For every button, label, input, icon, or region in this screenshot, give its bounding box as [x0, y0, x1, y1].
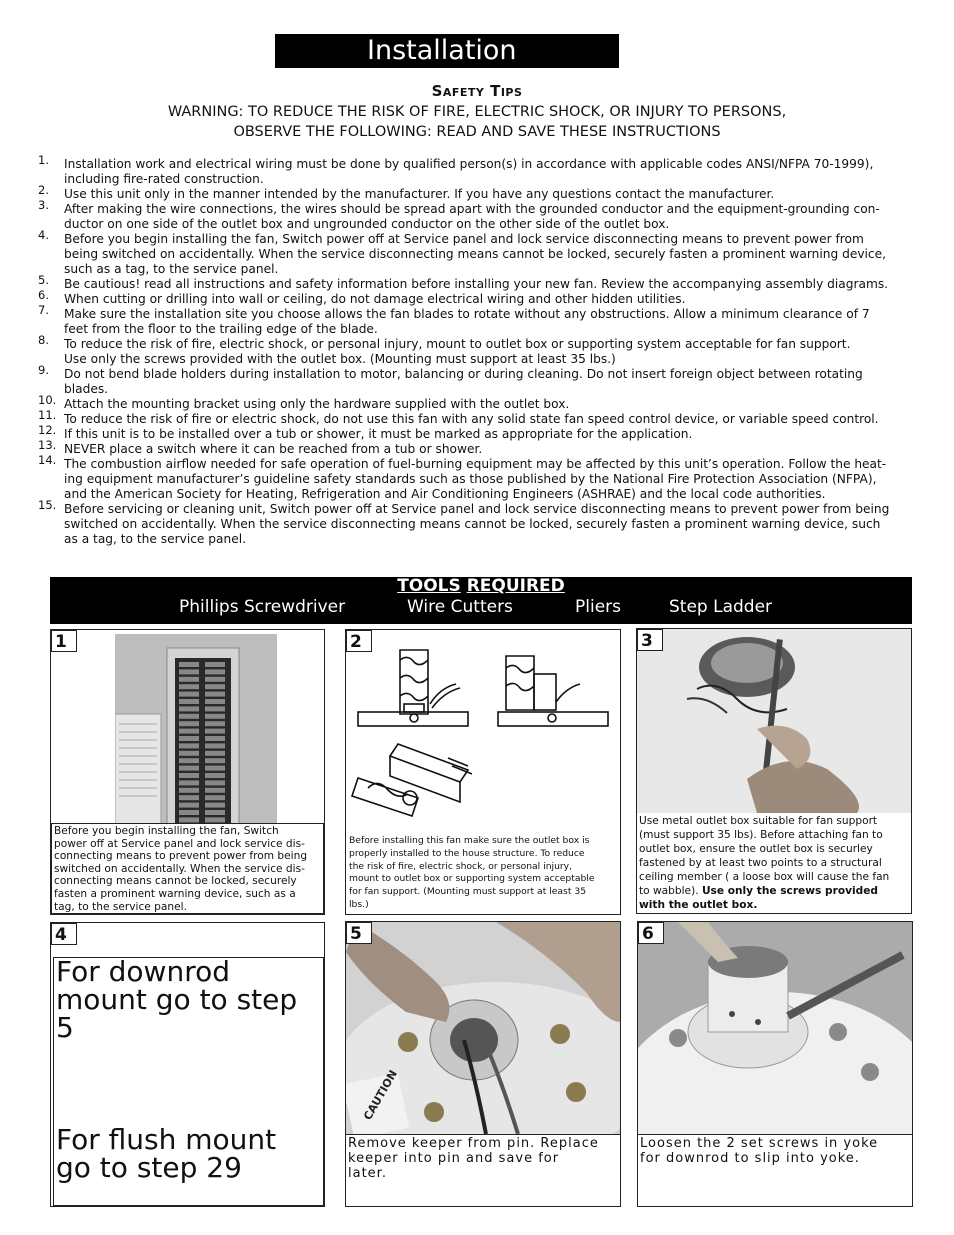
tools-heading — [50, 576, 912, 596]
breaker-switch — [205, 817, 225, 822]
breaker-switch — [179, 721, 199, 726]
breaker-switch — [205, 788, 225, 793]
safety-item-line: Use this unit only in the manner intended by the manufacturer. If you have any questions contact the manufacturer. — [64, 187, 775, 201]
step-6-caption — [638, 1134, 912, 1206]
caption-line: later. — [348, 1166, 387, 1181]
safety-item — [38, 183, 928, 202]
breaker-switch — [179, 810, 199, 815]
tool-item: Step Ladder — [669, 597, 773, 617]
breaker-switch — [179, 669, 199, 674]
breaker-switch — [205, 736, 225, 741]
breaker-switch — [205, 721, 225, 726]
caption-line: power off at Service panel and lock service dis- — [54, 837, 305, 850]
instruction-line: mount go to step — [56, 983, 298, 1016]
safety-item-line: switched on accidentally. When the service disconnecting means cannot be locked, securely fasten a prominent warning device, such — [64, 517, 881, 531]
caption-line: Before installing this fan make sure the outlet box is — [349, 835, 590, 846]
safety-item-number: 5. — [38, 273, 49, 287]
safety-item-line: Attach the mounting bracket using only the hardware supplied with the outlet box. — [64, 397, 570, 411]
caption-line: ceiling member ( a loose box will cause the fan — [639, 871, 890, 883]
instruction-line: For downrod — [56, 955, 231, 988]
warning-line-1: WARNING: TO REDUCE THE RISK OF FIRE, ELECTRIC SHOCK, OR INJURY TO PERSONS, — [167, 104, 787, 120]
safety-item-line: such as a tag, to the service panel. — [64, 262, 279, 276]
caption-line: properly installed to the house structure. To reduce — [349, 847, 585, 859]
breaker-switch — [205, 677, 225, 682]
caption-line: for downrod to slip into yoke. — [640, 1151, 860, 1166]
breaker-switch — [179, 743, 199, 748]
step-2-caption — [346, 834, 620, 914]
breaker-switch — [179, 729, 199, 734]
caution-sticker-text: CAUTION — [361, 1067, 401, 1123]
breaker-switch — [205, 780, 225, 785]
safety-item-number: 12. — [38, 423, 57, 437]
downrod-instruction — [56, 955, 298, 1044]
tool-item: Wire Cutters — [407, 597, 513, 617]
breaker-switch — [179, 788, 199, 793]
caption-line: for fan support. (Mounting must support at least 35 — [349, 886, 587, 898]
safety-item — [38, 453, 928, 502]
breaker-switch — [179, 662, 199, 667]
safety-item-number: 15. — [38, 498, 57, 512]
breaker-switch — [179, 795, 199, 800]
tools-required-bar — [50, 577, 912, 624]
breaker-switch — [205, 803, 225, 808]
safety-item-line: Make sure the installation site you choose allows the fan blades to rotate without any obstructions. Allow a minimum clearance of 7 — [64, 307, 870, 321]
safety-item — [38, 498, 928, 547]
breaker-switch — [205, 706, 225, 711]
breaker-switch — [205, 669, 225, 674]
safety-item-line: and the American Society for Heating, Refrigeration and Air Conditioning Engineers (ASHRAE) and the local code authorities. — [64, 487, 826, 501]
safety-item-number: 1. — [38, 153, 49, 167]
breaker-switch — [205, 684, 225, 689]
step-6-panel — [637, 921, 913, 1207]
safety-item-number: 14. — [38, 453, 57, 467]
safety-item — [38, 273, 928, 292]
caption-line: Loosen the 2 set screws in yoke — [640, 1136, 879, 1151]
safety-item-number: 9. — [38, 363, 49, 377]
breaker-switch — [205, 795, 225, 800]
caption-line: lbs.) — [349, 898, 369, 910]
breaker-switch — [179, 773, 199, 778]
yoke-set-screw-photo — [638, 922, 912, 1134]
safety-item-line: When cutting or drilling into wall or ceiling, do not damage electrical wiring and other hidden utilities. — [64, 292, 686, 306]
breaker-panel-photo — [115, 634, 277, 826]
caption-line: fasten a prominent warning device, such as a — [54, 887, 296, 900]
caption-line: the risk of fire, electric shock, or personal injury, — [349, 860, 573, 872]
safety-item-number: 8. — [38, 333, 49, 347]
safety-item-number: 13. — [38, 438, 57, 452]
instruction-line: 5 — [56, 1011, 74, 1044]
safety-item-number: 4. — [38, 228, 49, 242]
safety-tips-heading: Safety Tips — [431, 82, 523, 100]
tool-item: Phillips Screwdriver — [179, 597, 346, 617]
safety-item-line: Be cautious! read all instructions and safety information before installing your new fan. Review the accompanying assembly diagrams. — [64, 277, 889, 291]
flush-mount-instruction — [56, 1123, 277, 1184]
breaker-switch — [179, 714, 199, 719]
step-2-panel — [345, 629, 621, 915]
keeper-pin-photo — [346, 922, 620, 1134]
safety-item-number: 2. — [38, 183, 49, 197]
breaker-switch — [205, 751, 225, 756]
safety-item — [38, 333, 928, 367]
breaker-switch — [179, 766, 199, 771]
step-5-number: 5 — [346, 922, 372, 944]
safety-item-line: Before you begin installing the fan, Switch power off at Service panel and lock service disconnecting means to prevent power from — [64, 232, 864, 246]
step-1-caption — [51, 823, 324, 914]
tool-item: Pliers — [575, 597, 622, 617]
instruction-line: go to step 29 — [56, 1151, 242, 1184]
breaker-switch — [179, 780, 199, 785]
step-6-number: 6 — [638, 922, 664, 944]
step-1-panel — [50, 629, 325, 915]
safety-item-line: including fire-rated construction. — [64, 172, 264, 186]
safety-item — [38, 408, 928, 427]
safety-item-line: To reduce the risk of fire or electric shock, do not use this fan with any solid state fan speed control device, or variable speed control. — [64, 412, 879, 426]
safety-item-line: If this unit is to be installed over a tub or shower, it must be marked as appropriate for the application. — [64, 427, 693, 441]
breaker-switch — [179, 736, 199, 741]
breaker-switch — [205, 773, 225, 778]
warning-line-2: OBSERVE THE FOLLOWING: READ AND SAVE THESE INSTRUCTIONS — [233, 124, 721, 140]
step-1-number: 1 — [51, 630, 77, 652]
safety-item-line: ing equipment manufacturer’s guideline safety standards such as those published by the National Fire Protection Association (NFPA), — [64, 472, 877, 486]
caption-line: fastened by at least two points to a structural — [639, 857, 882, 869]
safety-list — [38, 153, 928, 547]
step-5-caption — [346, 1134, 620, 1206]
caption-line: Remove keeper from pin. Replace — [348, 1136, 599, 1151]
breaker-switch — [205, 729, 225, 734]
outlet-box-photo — [637, 629, 911, 813]
safety-item — [38, 423, 928, 442]
outlet-box-mounting-diagram — [348, 648, 618, 834]
safety-item-line: feet from the floor to the trailing edge of the blade. — [64, 322, 378, 336]
breaker-switch — [179, 677, 199, 682]
step-3-caption-bold-a: Use only the screws provided — [701, 885, 878, 897]
safety-item-line: Use only the screws provided with the outlet box. (Mounting must support at least 35 lbs.) — [64, 352, 616, 366]
step-4-panel — [50, 922, 325, 1207]
step-3-caption — [637, 813, 911, 913]
breaker-switch — [179, 706, 199, 711]
safety-item-line: ductor on one side of the outlet box and ungrounded conductor on the other side of the outlet box. — [64, 217, 670, 231]
caption-line: connecting means to prevent power from being — [54, 850, 308, 863]
safety-item — [38, 228, 928, 277]
safety-item-number: 11. — [38, 408, 57, 422]
safety-item-line: blades. — [64, 382, 109, 396]
step-5-panel — [345, 921, 621, 1207]
breaker-switch — [205, 662, 225, 667]
page-title: Installation — [275, 34, 619, 68]
breaker-switch — [179, 758, 199, 763]
step-3-number: 3 — [637, 629, 663, 651]
step-3-panel — [636, 628, 912, 914]
instruction-line: For flush mount — [56, 1123, 277, 1156]
breaker-switch — [179, 684, 199, 689]
safety-item-line: as a tag, to the service panel. — [64, 532, 246, 546]
safety-item — [38, 438, 928, 457]
safety-item-line: The combustion airflow needed for safe operation of fuel-burning equipment may be affected by this unit’s operation. Follow the heat- — [64, 457, 887, 471]
breaker-switch — [179, 803, 199, 808]
tools-heading-a: TOOLS — [397, 576, 461, 596]
step-4-number: 4 — [51, 923, 77, 945]
caption-line: connecting means cannot be locked, securely — [54, 875, 297, 888]
step-3-caption-bold-b: with the outlet box. — [639, 899, 758, 911]
caption-line: tag, to the service panel. — [54, 900, 187, 913]
breaker-switch — [205, 714, 225, 719]
tools-heading-b: REQUIRED — [466, 576, 565, 596]
safety-item-number: 3. — [38, 198, 49, 212]
caption-line: (must support 35 lbs). Before attaching fan to — [639, 829, 883, 841]
caption-line: switched on accidentally. When the service dis- — [54, 862, 305, 875]
safety-item-number: 6. — [38, 288, 49, 302]
caption-line: Before you begin installing the fan, Switch — [54, 825, 279, 837]
step-2-number: 2 — [346, 630, 372, 652]
safety-item-line: Installation work and electrical wiring must be done by qualified person(s) in accordance with applicable codes ANSI/NFPA 70-1999), — [64, 157, 874, 171]
safety-item — [38, 198, 928, 232]
safety-item-line: Do not bend blade holders during installation to motor, balancing or during cleaning. Do not insert foreign object between rotating — [64, 367, 863, 381]
breaker-switch — [205, 699, 225, 704]
breaker-switch — [205, 692, 225, 697]
safety-item — [38, 393, 928, 412]
safety-item-line: After making the wire connections, the wires should be spread apart with the grounded conductor and the equipment-grounding con- — [64, 202, 880, 216]
safety-item — [38, 153, 928, 187]
safety-item-number: 7. — [38, 303, 49, 317]
breaker-switch — [205, 810, 225, 815]
safety-item — [38, 363, 928, 397]
caption-line: outlet box, ensure the outlet box is securley — [639, 843, 873, 855]
safety-item-line: To reduce the risk of fire, electric shock, or personal injury, mount to outlet box or supporting system acceptable for fan support. — [64, 337, 851, 351]
safety-item-line: Before servicing or cleaning unit, Switch power off at Service panel and lock service disconnecting means to prevent power from being — [64, 502, 890, 516]
breaker-switch — [205, 743, 225, 748]
breaker-switch — [179, 817, 199, 822]
breaker-switch — [179, 692, 199, 697]
step-3-caption-tail: to wabble). — [639, 885, 702, 897]
breaker-switch — [205, 758, 225, 763]
breaker-switch — [179, 699, 199, 704]
caption-line: Use metal outlet box suitable for fan support — [639, 815, 878, 827]
breaker-switch — [205, 766, 225, 771]
breaker-switch — [179, 751, 199, 756]
caption-line: keeper into pin and save for — [348, 1151, 560, 1166]
safety-item — [38, 303, 928, 337]
safety-item-number: 10. — [38, 393, 57, 407]
safety-item-line: NEVER place a switch where it can be reached from a tub or shower. — [64, 442, 483, 456]
safety-item — [38, 288, 928, 307]
caption-line: mount to outlet box or supporting system acceptable — [349, 873, 595, 885]
safety-item-line: being switched on accidentally. When the service disconnecting means cannot be locked, securely fasten a prominent warning device, — [64, 247, 886, 261]
